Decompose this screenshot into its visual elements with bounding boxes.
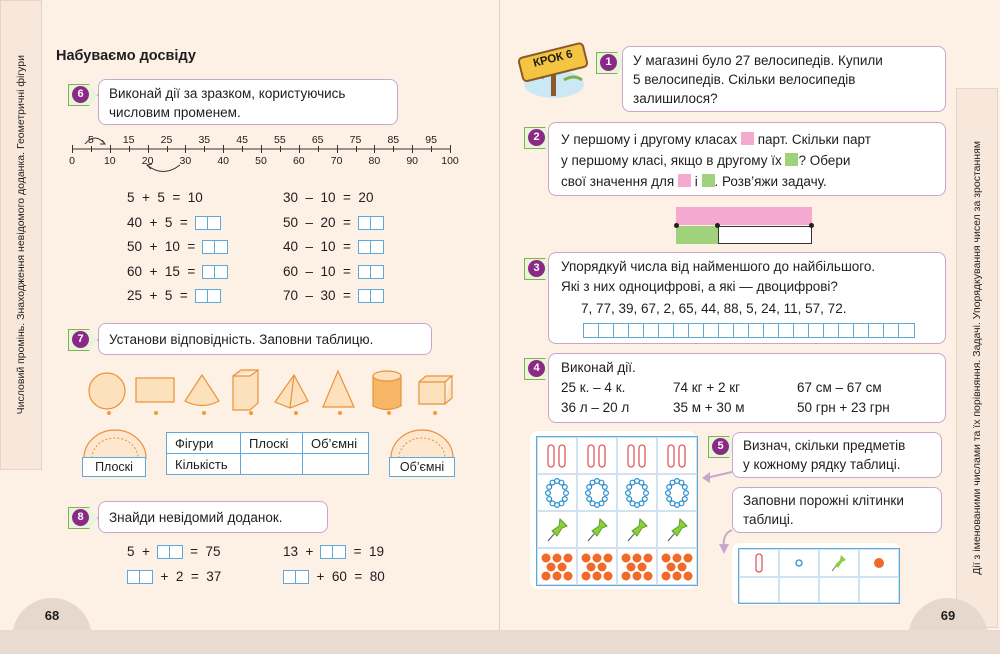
items-cell [577,437,617,474]
pushpin-icon [665,517,689,543]
number-line-tick [204,146,205,152]
cuboid-shape [233,370,258,410]
pushpin-icon [585,517,609,543]
right-page [500,0,1000,630]
equation-text: 50 – 20 = [283,214,355,230]
task1-box [622,46,946,112]
task6-text-line2: числовим променем. [109,105,241,120]
number-line-tick [223,145,224,153]
task3-box [548,252,946,344]
bead-icon [779,549,819,577]
pink-square [741,132,754,145]
number-line-label: 15 [122,134,135,146]
cone-shape [185,375,219,406]
empty-count-cell[interactable] [779,577,819,603]
green-square [702,174,715,187]
items-cell [577,474,617,511]
task5-note-box [732,487,942,533]
equation-text: 40 + 5 = [127,214,192,230]
task8-eq3 [283,540,385,565]
cylinder-top [373,371,401,381]
empty-count-cell[interactable] [859,577,899,603]
task1-number: 1 [600,54,617,71]
answer-cells[interactable] [358,216,384,230]
circle-shape [89,373,125,409]
task8-eq2-b: + 2 = 37 [153,568,222,584]
orange-balls-icon [660,552,694,582]
task8-badge [68,507,98,529]
table-cell-flat-count[interactable] [241,454,303,475]
task8-eq4-b: + 60 = 80 [309,568,385,584]
orange-balls-icon [620,552,654,582]
number-line-label: 60 [292,155,305,167]
number-line-label: 80 [368,155,381,167]
number-line-label: 20 [141,155,154,167]
answer-cells[interactable] [283,570,309,584]
pushpin-icon [545,517,569,543]
task4-title: Виконай дії. [561,360,636,375]
shape-dot[interactable] [154,411,158,415]
number-line-label: 50 [255,155,267,167]
task2-box [548,122,946,196]
answer-cells[interactable] [157,545,183,559]
paperclip-icon [582,443,612,469]
paperclip-icon [662,443,692,469]
task8-eq3-a: 13 + [283,544,318,559]
answer-cells[interactable] [358,265,384,279]
task4-expr: 36 л – 20 л [561,400,630,415]
number-line-tick [337,145,338,153]
left-vertical-title: Числовий промінь. Знаходження невідомого доданка. Геометричні фігури [15,55,27,415]
orange-ball-icon [859,549,899,577]
task2-line2b: ? Обери [798,153,851,168]
items-cell [617,511,657,548]
empty-items-table [738,548,900,604]
equation-row [283,235,384,260]
table-header-solid: Об’ємні [303,433,369,454]
task2-line1b: парт. Скільки парт [757,132,871,147]
equation-row [283,211,384,236]
task3-line2: Які з них одноцифрові, а які — двоцифрові? [561,279,838,294]
number-line-label: 5 [87,134,94,146]
equation-row [127,260,228,285]
task8-text: Знайди невідомий доданок. [109,510,283,525]
table-row-count-label: Кількість [167,454,241,475]
unknown-segment [718,226,812,244]
equation-text: 70 – 30 = [283,288,355,303]
pink-segment [676,207,812,225]
number-line-tick [374,145,375,153]
number-line [62,132,462,172]
number-line-label: 45 [236,134,248,146]
equation-row [283,260,384,285]
table-header-figures: Фігури [167,433,241,454]
task6-badge [68,84,98,106]
task2-line2a: у першому класі, якщо в другому їх [561,153,782,168]
right-vertical-band [956,88,998,628]
task2-line1 [561,129,933,150]
task6-text-line1: Виконай дії за зразком, користуючись [109,86,346,101]
task3-numbers: 7, 77, 39, 67, 2, 65, 44, 88, 5, 24, 11, 57, 72. [581,301,847,316]
bead-necklace-icon [623,478,651,508]
paperclip-icon [622,443,652,469]
task6-left-equations [127,186,228,309]
task2-line1a: У першому і другому класах [561,132,738,147]
bead-necklace-icon [663,478,691,508]
task8-eq4 [283,565,385,590]
task5-arrows [696,462,736,562]
task8-eq1-b: = 75 [182,544,221,559]
task4-expr: 35 м + 30 м [673,400,745,415]
items-cell [577,548,617,585]
number-line-label: 95 [425,134,437,146]
number-line-tick [91,146,92,152]
task5-line1: Визнач, скільки предметів [743,438,906,453]
number-line-label: 100 [441,155,459,167]
number-line-tick [431,146,432,152]
number-line-tick [167,146,168,152]
paperclip-icon [542,443,572,469]
task2-line3a: свої значення для [561,174,675,189]
items-cell [577,511,617,548]
paperclip-icon [739,549,779,577]
equation-text: 60 + 15 = [127,263,200,279]
shape-dot[interactable] [202,411,206,415]
task5-note-line1: Заповни порожні клітинки [743,493,904,508]
task7-box [98,323,432,355]
shape-dot[interactable] [387,411,391,415]
empty-count-cell[interactable] [739,577,779,603]
shape-dot[interactable] [294,411,298,415]
pink-square [678,174,691,187]
number-line-tick [129,146,130,152]
green-square [785,153,798,166]
number-line-label: 65 [311,134,324,146]
equation-text: 40 – 10 = [283,239,355,254]
shapes-table [166,432,369,475]
equation-row [127,284,228,309]
triangle-shape [323,371,354,407]
items-cell [537,474,577,511]
cube-shape [419,376,452,404]
items-cell [657,511,697,548]
right-page-number: 69 [908,598,988,630]
answer-cells[interactable] [358,240,384,254]
task7-text: Установи відповідність. Заповни таблицю. [109,332,374,347]
rectangle-shape [136,378,174,402]
task8-eq1 [127,540,221,565]
equation-row [127,235,228,260]
shape-dot[interactable] [433,411,437,415]
items-cell [537,548,577,585]
number-line-label: 0 [69,155,75,167]
pushpin-icon [819,549,859,577]
task2-line3b: і [694,174,698,189]
equation-row [127,211,228,236]
number-line-label: 10 [103,155,116,167]
segment-dot [674,223,679,228]
number-line-tick [280,146,281,152]
task3-line1: Упорядкуй числа від найменшого до найбільшого. [561,259,876,274]
task4-expr: 25 к. – 4 к. [561,380,626,395]
task8-left-equations [127,540,221,589]
task5-box [732,432,942,478]
green-segment [676,226,718,244]
task8-box [98,501,328,533]
number-line-tick [185,145,186,153]
task8-number: 8 [72,509,89,526]
task4-box [548,353,946,423]
task2-line3c: . Розв’яжи задачу. [714,174,827,189]
answer-cells[interactable] [195,289,221,303]
task8-eq3-b: = 19 [346,544,385,559]
task3-answer-cells[interactable] [583,323,915,338]
task8-eq1-a: 5 + [127,544,154,559]
task8-eq2 [127,565,221,590]
number-line-tick [261,145,262,153]
number-line-label: 25 [160,134,173,146]
task8-right-equations [283,540,385,589]
number-line-label: 30 [179,155,192,167]
number-line-tick [110,145,111,153]
answer-cells[interactable] [320,545,346,559]
task6-number: 6 [72,86,89,103]
geometric-shapes [80,366,470,420]
number-line-tick [318,146,319,152]
task7-badge [68,329,98,351]
left-page-number: 68 [12,598,92,630]
task1-line1: У магазині було 27 велосипедів. Купили [633,53,883,68]
number-line-tick [412,145,413,153]
equation-row [127,186,228,211]
items-cell [657,474,697,511]
number-line-label: 35 [198,134,211,146]
answer-cells[interactable] [358,289,384,303]
orange-balls-icon [540,552,574,582]
equation-text: 50 + 10 = [127,239,200,254]
pushpin-icon [625,517,649,543]
items-cell [537,511,577,548]
task5-line2: у кожному рядку таблиці. [743,457,901,472]
orange-balls-icon [580,552,614,582]
bead-necklace-icon [583,478,611,508]
number-line-tick [148,145,149,153]
segment-dot [715,223,720,228]
right-vertical-title: Дії з іменованими числами та їх порівняння. Задачі. Упорядкування чисел за зростанням [971,141,983,575]
number-line-tick [242,146,243,152]
number-line-label: 55 [274,134,286,146]
pyramid-shape [275,375,308,408]
answer-cells[interactable] [202,240,228,254]
items-cell [657,548,697,585]
number-line-tick [393,146,394,152]
task3-number: 3 [528,260,545,277]
items-cell [537,437,577,474]
number-line-label: 40 [217,155,230,167]
items-table [536,436,698,586]
flat-label: Плоскі [82,457,146,477]
shape-dot[interactable] [107,411,111,415]
number-line-tick [356,146,357,152]
task5-number: 5 [712,438,729,455]
answer-cells[interactable] [202,265,228,279]
task7-number: 7 [72,331,89,348]
items-cell [617,474,657,511]
table-cell-solid-count[interactable] [303,454,369,475]
bead-necklace-icon [543,478,571,508]
number-line-label: 75 [349,134,362,146]
left-page [0,0,500,630]
task6-right-equations [283,186,384,309]
task4-expr: 50 грн + 23 грн [797,400,890,415]
task6-box [98,79,398,125]
table-header-flat: Плоскі [241,433,303,454]
task4-expr: 67 см – 67 см [797,380,882,395]
shape-dot[interactable] [249,411,253,415]
number-line-label: 90 [406,155,419,167]
task2-line3 [561,171,933,192]
equation-row [283,284,384,309]
empty-count-cell[interactable] [819,577,859,603]
task2-line2 [561,150,933,171]
section-title: Набуваємо досвіду [56,48,196,64]
shape-dot[interactable] [338,411,342,415]
answer-cells[interactable] [127,570,153,584]
step-sign-label: КРОК 6 [532,48,574,70]
number-line-tick [72,145,73,153]
task1-line2: 5 велосипедів. Скільки велосипедів [633,72,856,87]
equation-text: 25 + 5 = [127,288,192,303]
task4-expr: 74 кг + 2 кг [673,380,741,395]
solid-label: Об’ємні [389,457,455,477]
task5-note-line2: таблиці. [743,512,794,527]
task1-line3: залишилося? [633,91,718,106]
left-vertical-band [0,0,42,470]
number-line-tick [450,145,451,153]
task4-number: 4 [528,360,545,377]
segment-dot [809,223,814,228]
equation-row [283,186,384,211]
task2-number: 2 [528,129,545,146]
number-line-label: 70 [330,155,343,167]
items-cell [617,548,657,585]
equation-text: 30 – 10 = 20 [283,190,374,205]
number-line-label: 85 [387,134,400,146]
items-cell [617,437,657,474]
equation-text: 60 – 10 = [283,263,355,279]
equation-text: 5 + 5 = 10 [127,190,203,205]
items-cell [657,437,697,474]
number-line-tick [299,145,300,153]
task4-grid [561,378,933,418]
answer-cells[interactable] [195,216,221,230]
